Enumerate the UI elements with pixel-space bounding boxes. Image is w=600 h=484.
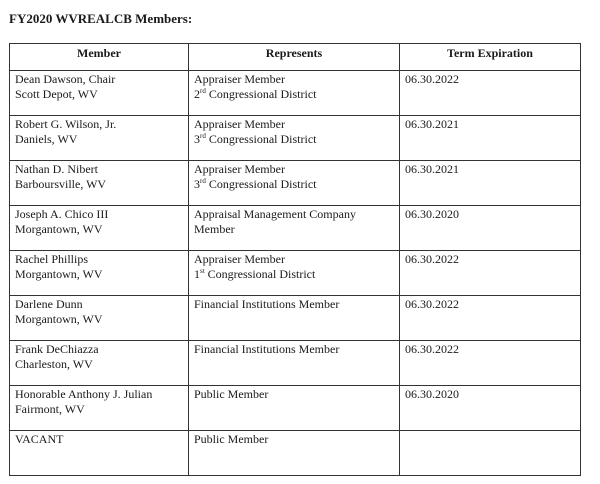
represents-line: Public Member <box>194 432 269 446</box>
ordinal-suffix: rd <box>200 132 206 140</box>
term-expiration-cell: 06.30.2022 <box>400 296 581 341</box>
member-cell <box>10 71 189 116</box>
represents-cell <box>189 206 400 251</box>
represents-line: Appraiser Member <box>194 252 285 266</box>
header-represents: Represents <box>189 44 400 71</box>
district-label: Congressional District <box>204 267 316 281</box>
represents-cell <box>189 431 400 476</box>
member-cell <box>10 206 189 251</box>
table-row <box>10 71 581 116</box>
district-label: Congressional District <box>205 87 317 101</box>
represents-line: Member <box>194 222 235 236</box>
member-name: Darlene Dunn <box>15 297 83 311</box>
represents-line <box>194 177 394 192</box>
represents-cell <box>189 341 400 386</box>
represents-line: Appraisal Management Company <box>194 207 356 221</box>
member-location: Barboursville, WV <box>15 177 107 191</box>
member-location: Fairmont, WV <box>15 402 85 416</box>
ordinal-suffix: st <box>200 267 205 275</box>
member-cell <box>10 161 189 206</box>
represents-line: Financial Institutions Member <box>194 342 340 356</box>
table-row <box>10 161 581 206</box>
header-member: Member <box>10 44 189 71</box>
member-name: Frank DeChiazza <box>15 342 99 356</box>
term-expiration-cell: 06.30.2022 <box>400 341 581 386</box>
members-table-body <box>10 71 581 476</box>
represents-cell <box>189 296 400 341</box>
represents-line: Appraiser Member <box>194 72 285 86</box>
term-expiration-cell: 06.30.2020 <box>400 206 581 251</box>
represents-cell <box>189 116 400 161</box>
represents-line: Financial Institutions Member <box>194 297 340 311</box>
table-row <box>10 206 581 251</box>
term-expiration-cell: 06.30.2022 <box>400 251 581 296</box>
member-name: Honorable Anthony J. Julian <box>15 387 153 401</box>
represents-cell <box>189 251 400 296</box>
member-name: VACANT <box>15 432 64 446</box>
member-cell <box>10 341 189 386</box>
header-row <box>10 44 581 71</box>
table-row <box>10 386 581 431</box>
member-cell <box>10 386 189 431</box>
district-label: Congressional District <box>205 177 317 191</box>
district-number: 2 <box>194 87 200 101</box>
represents-cell <box>189 71 400 116</box>
represents-line <box>194 267 394 282</box>
member-location: Scott Depot, WV <box>15 87 98 101</box>
term-expiration-cell: 06.30.2021 <box>400 116 581 161</box>
table-row <box>10 116 581 161</box>
term-expiration-cell: 06.30.2022 <box>400 71 581 116</box>
table-row <box>10 431 581 476</box>
represents-line: Public Member <box>194 387 269 401</box>
member-cell <box>10 116 189 161</box>
header-term-expiration: Term Expiration <box>400 44 581 71</box>
member-name: Joseph A. Chico III <box>15 207 109 221</box>
district-label: Congressional District <box>205 132 317 146</box>
member-location: Morgantown, WV <box>15 312 103 326</box>
district-number: 3 <box>194 132 200 146</box>
member-name: Robert G. Wilson, Jr. <box>15 117 117 131</box>
district-number: 1 <box>194 267 200 281</box>
represents-line <box>194 87 394 102</box>
member-location: Daniels, WV <box>15 132 78 146</box>
member-cell <box>10 251 189 296</box>
represents-cell <box>189 161 400 206</box>
member-name: Nathan D. Nibert <box>15 162 98 176</box>
page-title: FY2020 WVREALCB Members: <box>9 11 193 26</box>
member-cell <box>10 296 189 341</box>
ordinal-suffix: rd <box>200 87 206 95</box>
table-row <box>10 296 581 341</box>
represents-cell <box>189 386 400 431</box>
represents-line <box>194 132 394 147</box>
member-name: Dean Dawson, Chair <box>15 72 116 86</box>
term-expiration-cell <box>400 431 581 476</box>
term-expiration-cell: 06.30.2020 <box>400 386 581 431</box>
member-name: Rachel Phillips <box>15 252 88 266</box>
member-location: Morgantown, WV <box>15 267 103 281</box>
members-table <box>9 43 581 476</box>
represents-line: Appraiser Member <box>194 117 285 131</box>
member-location: Morgantown, WV <box>15 222 103 236</box>
member-location: Charleston, WV <box>15 357 93 371</box>
table-row <box>10 341 581 386</box>
represents-line: Appraiser Member <box>194 162 285 176</box>
district-number: 3 <box>194 177 200 191</box>
table-row <box>10 251 581 296</box>
term-expiration-cell: 06.30.2021 <box>400 161 581 206</box>
ordinal-suffix: rd <box>200 177 206 185</box>
member-cell <box>10 431 189 476</box>
